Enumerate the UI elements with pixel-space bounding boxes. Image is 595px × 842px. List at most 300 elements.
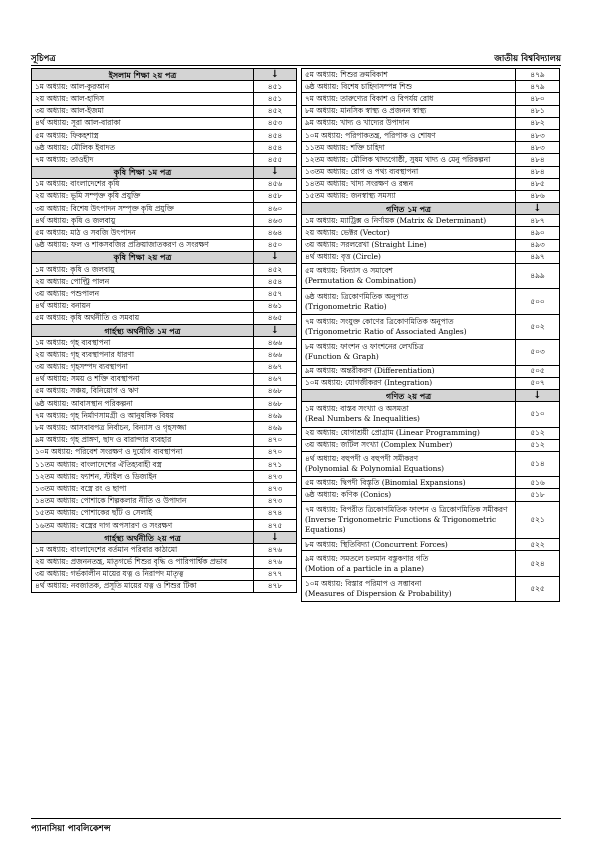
chapter-title-line: ৬ষ্ঠ অধ্যায়: কণিক (Conics) [305,490,392,500]
page-number: ৪৫১ [254,93,297,105]
toc-row [32,93,297,105]
chapter-title-line: ১৪তম অধ্যায়: পোশাকে শিল্পকলার নীতি ও উপাদান [35,496,187,506]
toc-row [32,337,297,349]
chapter-title-line: ৭ম অধ্যায়: বিপরীত ত্রিকোণমিতিক ফাংশন ও ত্রিকোণমিতিক সমীকরণ [305,504,508,514]
page-number: ৪৫২ [254,105,297,117]
chapter-title-line: ১ম অধ্যায়: গৃহ ব্যবস্থাপনা [35,337,111,347]
page-number: ৪৫৮ [254,190,297,202]
chapter-title [32,398,254,410]
toc-row [32,556,297,568]
toc-row [32,129,297,141]
page-number: ৫০২ [516,314,560,339]
page-number: ৪৮০ [516,93,560,105]
toc-row [302,154,560,166]
chapter-title [32,81,254,93]
chapter-title-line: ৬ষ্ঠ অধ্যায়: বিশেষ চাহিদাসম্পন্ন শিশু [305,81,413,91]
chapter-title [302,427,516,439]
page-number: ৪৬০ [254,203,297,215]
chapter-title-line: ১ম অধ্যায়: কৃষি ও জলবায়ু [35,264,115,274]
chapter-title [32,117,254,129]
page-number: ৫০৫ [516,365,560,377]
chapter-title-line: ১৩তম অধ্যায়: রোগ ও পথ্য ব্যবস্থাপনা [305,167,419,177]
page-number: ৪৬৯ [254,422,297,434]
chapter-title [32,361,254,373]
chapter-title-line: ১৩তম অধ্যায়: বস্ত্রে রং ও ছাপা [35,483,127,493]
toc-row [302,93,560,105]
page-number: ৪৫৪ [254,276,297,288]
chapter-title-line: ৪র্থ অধ্যায়: কৃষি ও জলবায়ু [35,215,116,225]
chapter-title-line: ৪র্থ অধ্যায়: নবজাতক, প্রসূতি মায়ের যত্ন ও শিশুর টিকা [35,581,197,591]
toc-right-column [301,68,560,602]
footer-divider [31,818,561,819]
page-header [31,52,561,66]
toc-right-table [302,69,560,602]
chapter-title-line: ১৫তম অধ্যায়: জনস্বাস্থ্য সমস্যা [305,191,396,201]
page-number: ৫০৩ [516,340,560,365]
chapter-title-line: ৯ম অধ্যায়: গৃহ প্রাঙ্গণ, ছাদ ও বারান্দার ব্যবহার [35,435,172,445]
page-number: ৪৫৫ [254,154,297,166]
chapter-title [302,93,516,105]
page-number: ৪৬৭ [254,361,297,373]
toc-row [32,239,297,251]
chapter-title-line: (Trigonometric Ratio) [305,301,387,311]
chapter-title-line: ৩য় অধ্যায়: গর্ভকালীন মায়ের যত্ন ও নিরাপদ মাতৃত্ব [35,569,184,579]
chapter-title-line: ১০ম অধ্যায়: পরিপাকতন্ত্র, পরিপাক ও শোষণ [305,130,436,140]
chapter-title [302,451,516,476]
chapter-title-line: (Trigonometric Ratio of Associated Angles) [305,326,467,336]
chapter-title-line: ৬ষ্ঠ অধ্যায়: ফল ও শাকসবজির প্রক্রিয়াজাতকরণ ও সংরক্ষণ [35,240,209,250]
toc-left-column [31,68,297,593]
toc-row [302,314,560,339]
header-right-title: জাতীয় বিশ্ববিদ্যালয় [494,54,561,64]
toc-row [302,340,560,365]
page-number: ৪৮১ [516,105,560,117]
chapter-title [302,251,516,263]
chapter-title [302,489,516,501]
chapter-title [32,495,254,507]
chapter-title-line: (Permutation & Combination) [305,276,417,286]
chapter-title [32,154,254,166]
page-number: ৪৭০ [254,446,297,458]
chapter-title [32,434,254,446]
chapter-title-line: ১১তম অধ্যায়: বাংলাদেশের ঐতিহ্যবাহী বস্ত্র [35,459,162,469]
chapter-title-line: ১ম অধ্যায়: বাংলাদেশের কৃষি [35,179,120,189]
chapter-title [32,471,254,483]
toc-row [32,422,297,434]
section-header-row [32,69,297,81]
chapter-title [302,551,516,576]
chapter-title-line: ৩য় অধ্যায়: জটিল সংখ্যা (Complex Number) [305,440,453,450]
page-number: ৫১৪ [516,451,560,476]
toc-row [302,539,560,551]
page-number: ৪৯৯ [516,264,560,289]
page-number: ৪৭৬ [254,556,297,568]
chapter-title-line: ৩য় অধ্যায়: সরলরেখা (Straight Line) [305,240,427,250]
down-arrow-icon: ↓ [254,69,297,81]
chapter-title [302,402,516,427]
chapter-title [32,312,254,324]
chapter-title [32,544,254,556]
chapter-title-line: ৯ম অধ্যায়: অন্তরীকরণ (Differentiation) [305,366,435,376]
toc-row [32,580,297,592]
page-number: ৫২২ [516,539,560,551]
chapter-title [302,365,516,377]
page-number: ৪৯০ [516,227,560,239]
page-number: ৪৬৮ [254,385,297,397]
page-number: ৪৫৪ [254,142,297,154]
page-number: ৪৮৩ [516,142,560,154]
header-divider [31,65,561,66]
toc-row [32,154,297,166]
chapter-title-line: ২য় অধ্যায়: প্রজননতন্ত্র, মাতৃগর্ভে শিশুর বৃদ্ধি ও পারিপার্শ্বিক প্রভাব [35,557,228,567]
page-number: ৪৫০ [254,239,297,251]
chapter-title-line: ১৪তম অধ্যায়: খাদ্য সংরক্ষণ ও রন্ধন [305,179,414,189]
chapter-title [302,289,516,314]
chapter-title-line: ১৬তম অধ্যায়: বস্ত্রের দাগ অপসারণ ও সংরক্ষণ [35,520,173,530]
toc-row [302,551,560,576]
page-number: ৪৫১ [254,81,297,93]
chapter-title [32,105,254,117]
chapter-title-line: ১৫তম অধ্যায়: পোশাকের ছাঁট ও সেলাই [35,508,153,518]
toc-row [32,361,297,373]
chapter-title [302,340,516,365]
chapter-title [32,580,254,592]
chapter-title-line: (Motion of a particle in a plane) [305,563,425,573]
chapter-title-line: ১১তম অধ্যায়: শক্তি চাহিদা [305,142,385,152]
chapter-title-line: ১০ম অধ্যায়: যোগজীকরণ (Integration) [305,378,433,388]
chapter-title-line: ৬ষ্ঠ অধ্যায়: ত্রিকোণমিতিক অনুপাত [305,291,409,301]
page-number: ৫১০ [516,402,560,427]
toc-row [32,227,297,239]
section-title: কৃষি শিক্ষা ২য় পত্র [32,251,254,263]
chapter-title [302,190,516,202]
toc-row [32,105,297,117]
toc-row [302,227,560,239]
page-number: ৪৭৬ [254,544,297,556]
chapter-title [32,373,254,385]
toc-row [32,264,297,276]
down-arrow-icon: ↓ [254,324,297,336]
chapter-title-line: ৪র্থ অধ্যায়: সময় ও শক্তি ব্যবস্থাপনা [35,374,140,384]
down-arrow-icon: ↓ [254,251,297,263]
toc-row [302,377,560,389]
section-header-row [32,166,297,178]
chapter-title-line: ৬ষ্ঠ অধ্যায়: মৌলিক ইবাদত [35,142,115,152]
page-number: ৪৮৬ [516,190,560,202]
page-number: ৪৫২ [254,264,297,276]
toc-row [302,365,560,377]
chapter-title-line: ৩য় অধ্যায়: গৃহসম্পদ ব্যবস্থাপনা [35,362,128,372]
chapter-title-line: ২য় অধ্যায়: পোল্ট্রি পালন [35,276,110,286]
section-header-row [32,532,297,544]
down-arrow-icon: ↓ [254,166,297,178]
chapter-title [302,227,516,239]
section-title: গার্হস্থ্য অর্থনীতি ২য় পত্র [32,532,254,544]
chapter-title [32,556,254,568]
chapter-title [32,385,254,397]
page-number: ৪৯৩ [516,239,560,251]
chapter-title [302,81,516,93]
chapter-title [32,190,254,202]
page-number: ৪৭৩ [254,495,297,507]
chapter-title [32,410,254,422]
chapter-title [302,129,516,141]
chapter-title [32,459,254,471]
page-number: ৫০৭ [516,377,560,389]
page-number: ৪৮২ [516,117,560,129]
chapter-title [32,507,254,519]
chapter-title-line: ২য় অধ্যায়: গৃহ ব্যবস্থাপনার ধারণা [35,349,134,359]
toc-row [302,289,560,314]
chapter-title [32,519,254,531]
page-number: ৫১৬ [516,477,560,489]
page-number: ৪৯৭ [516,251,560,263]
toc-row [302,489,560,501]
chapter-title [32,422,254,434]
chapter-title [302,377,516,389]
section-header-row [302,389,560,401]
toc-row [302,81,560,93]
chapter-title-line: ৩য় অধ্যায়: আল-ইজমা [35,106,104,116]
section-title: কৃষি শিক্ষা ১ম পত্র [32,166,254,178]
chapter-title [302,501,516,539]
chapter-title-line: ২য় অধ্যায়: ভেক্টর (Vector) [305,228,390,238]
toc-row [302,427,560,439]
chapter-title [302,576,516,601]
chapter-title-line: ৮ম অধ্যায়: মানসিক স্বাস্থ্য ও প্রজনন স্বাস্থ্য [305,106,427,116]
page-number: ৫২৪ [516,551,560,576]
chapter-title-line: ৩য় অধ্যায়: পশুপালন [35,288,99,298]
chapter-title-line: ৫ম অধ্যায়: সঞ্চয়, বিনিয়োগ ও ঋণ [35,386,139,396]
page-number: ৪৭৪ [254,507,297,519]
chapter-title-line: (Inverse Trigonometric Functions & Trigonometric [305,514,497,524]
toc-row [32,434,297,446]
chapter-title-line: ৬ষ্ঠ অধ্যায়: আবাসস্থান পরিকল্পনা [35,398,133,408]
page-number: ৫২৫ [516,576,560,601]
page-number: ৪৮৩ [516,129,560,141]
page-number: ৪৮৪ [516,154,560,166]
section-title: গার্হস্থ্য অর্থনীতি ১ম পত্র [32,324,254,336]
chapter-title-line: ১ম অধ্যায়: বাংলাদেশের বর্তমান পরিবার কাঠামো [35,544,178,554]
down-arrow-icon: ↓ [516,203,560,215]
toc-left-table [32,69,297,593]
toc-row [32,190,297,202]
chapter-title [32,349,254,361]
chapter-title-line: ৫ম অধ্যায়: কৃষি অর্থনীতি ও সমবায় [35,313,140,323]
page-number: ৫১২ [516,439,560,451]
toc-row [32,81,297,93]
page-number: ৪৬১ [254,300,297,312]
chapter-title [32,178,254,190]
chapter-title [32,568,254,580]
chapter-title-line: ৮ম অধ্যায়: আসবাবপত্র নির্বাচন, বিন্যাস ও গৃহসজ্জা [35,423,187,433]
page-number: ৫২১ [516,501,560,539]
chapter-title-line: ৫ম অধ্যায়: শিশুর ক্রমবিকাশ [305,69,388,79]
toc-row [32,385,297,397]
page-number: ৪৮৭ [516,215,560,227]
toc-row [302,501,560,539]
chapter-title-line: ৪র্থ অধ্যায়: বৃত্ত (Circle) [305,252,381,262]
toc-row [302,117,560,129]
toc-row [32,495,297,507]
chapter-title [302,178,516,190]
chapter-title-line: ১ম অধ্যায়: বাস্তব সংখ্যা ও অসমতা [305,404,409,414]
chapter-title-line: ৯ম অধ্যায়: সমতলে চলমান বস্তুকণার গতি [305,553,429,563]
section-header-row [32,251,297,263]
chapter-title [32,129,254,141]
page-number: ৪৭৩ [254,471,297,483]
toc-row [32,483,297,495]
chapter-title-line: ১২তম অধ্যায়: ফ্যাশন, স্টাইল ও ডিজাইন [35,471,157,481]
chapter-title [32,93,254,105]
toc-row [302,451,560,476]
chapter-title-line: ৭ম অধ্যায়: তারুণ্যের বিকাশ ও বিপর্যয় রোধ [305,93,434,103]
toc-row [32,398,297,410]
toc-row [302,251,560,263]
page-number: ৫১৮ [516,489,560,501]
chapter-title [32,227,254,239]
page-number: ৪৭০ [254,434,297,446]
chapter-title-line: ৪র্থ অধ্যায়: বহুপদী ও বহুপদী সমীকরণ [305,454,418,464]
page-number: ৪৭১ [254,459,297,471]
toc-row [302,402,560,427]
chapter-title [32,276,254,288]
toc-row [302,142,560,154]
chapter-title-line: ২য় অধ্যায়: যোগাশ্রয়ী প্রোগ্রাম (Linear Programming) [305,428,480,438]
toc-row [32,471,297,483]
chapter-title [302,166,516,178]
toc-row [32,300,297,312]
chapter-title-line: ৫ম অধ্যায়: ফিকহশাস্ত্র [35,130,99,140]
toc-row [32,410,297,422]
chapter-title [32,239,254,251]
chapter-title [32,288,254,300]
page-number: ৪৬৭ [254,373,297,385]
page-number: ৪৬৪ [254,227,297,239]
page-number: ৪৬৯ [254,410,297,422]
toc-row [32,446,297,458]
chapter-title [32,446,254,458]
page-number: ৪৭৭ [254,568,297,580]
toc-row [32,203,297,215]
toc-row [32,276,297,288]
page-number: ৫০০ [516,289,560,314]
toc-row [302,264,560,289]
chapter-title [302,477,516,489]
chapter-title-line: ২য় অধ্যায়: আল-হাদিস [35,93,105,103]
page-number: ৪৬৬ [254,349,297,361]
toc-row [302,190,560,202]
toc-row [302,178,560,190]
chapter-title [302,539,516,551]
down-arrow-icon: ↓ [254,532,297,544]
page-number: ৪৫৩ [254,117,297,129]
chapter-title-line: ১ম অধ্যায়: আল-কুরআন [35,81,110,91]
chapter-title-line: ৫ম অধ্যায়: বিন্যাস ও সমাবেশ [305,266,393,276]
toc-row [302,239,560,251]
page-number: ৪৫৭ [254,288,297,300]
toc-row [302,439,560,451]
section-header-row [32,324,297,336]
page-number: ৪৮৫ [516,178,560,190]
chapter-title [32,300,254,312]
chapter-title-line: (Function & Graph) [305,352,379,362]
chapter-title [302,314,516,339]
chapter-title [302,69,516,81]
chapter-title [302,264,516,289]
chapter-title-line: ৪র্থ অধ্যায়: সূরা আল-বারাকা [35,118,121,128]
page-number: ৪৭৩ [254,483,297,495]
toc-row [32,459,297,471]
toc-row [302,69,560,81]
toc-row [32,215,297,227]
page-number: ৪৬৮ [254,398,297,410]
section-title: গণিত ১ম পত্র [302,203,516,215]
toc-row [302,166,560,178]
chapter-title-line: (Measures of Dispersion & Probability) [305,589,452,599]
toc-row [302,576,560,601]
toc-row [32,544,297,556]
toc-row [302,477,560,489]
toc-row [302,129,560,141]
header-left-title: সূচিপত্র [31,54,56,64]
toc-row [32,178,297,190]
page-number: ৪৭৮ [254,580,297,592]
chapter-title-line: ১২তম অধ্যায়: মৌলিক খাদ্যগোষ্ঠী, সুষম খাদ্য ও মেনু পরিকল্পনা [305,154,491,164]
toc-row [32,117,297,129]
chapter-title [302,142,516,154]
chapter-title-line: (Polynomial & Polynomial Equations) [305,464,445,474]
chapter-title-line: ১০ম অধ্যায়: বিস্তার পরিমাপ ও সম্ভাবনা [305,579,422,589]
toc-row [32,288,297,300]
chapter-title-line: ৫ম অধ্যায়: দ্বিপদী বিস্তৃতি (Binomial Expansions) [305,477,466,487]
page-number: ৫১২ [516,427,560,439]
toc-row [302,215,560,227]
chapter-title-line: ৯ম অধ্যায়: খাদ্য ও খাদ্যের উপাদান [305,118,410,128]
page-number: ৪৬৫ [254,312,297,324]
toc-row [32,349,297,361]
toc-row [32,568,297,580]
page-number: ৪৮৪ [516,166,560,178]
chapter-title [32,337,254,349]
page-number: ৪৫৪ [254,129,297,141]
toc-row [302,105,560,117]
section-header-row [302,203,560,215]
chapter-title [302,239,516,251]
chapter-title [302,117,516,129]
page-number: ৪৭৫ [254,519,297,531]
chapter-title [32,215,254,227]
chapter-title [32,203,254,215]
down-arrow-icon: ↓ [516,389,560,401]
section-title: গণিত ২য় পত্র [302,389,516,401]
chapter-title-line: (Real Numbers & Inequalities) [305,414,420,424]
page-number: ৪৬৩ [254,215,297,227]
page-number: ৪৫৬ [254,178,297,190]
chapter-title [302,215,516,227]
page-number: ৪৭৯ [516,69,560,81]
page-number: ৪৬৬ [254,337,297,349]
chapter-title-line: ৪র্থ অধ্যায়: বনায়ন [35,301,91,311]
chapter-title-line: ৭ম অধ্যায়: গৃহ নির্মাণসামগ্রী ও আনুষঙ্গিক বিষয় [35,410,174,420]
footer-publisher: প্যানাসিয়া পাবলিকেশন্স [31,824,111,834]
toc-row [32,519,297,531]
toc-row [32,312,297,324]
chapter-title-line: ৮ম অধ্যায়: ফাংশন ও ফাংশনের লেখচিত্র [305,342,424,352]
chapter-title-line: ৫ম অধ্যায়: মাঠ ও সবজি উৎপাদন [35,228,136,238]
chapter-title-line: ৩য় অধ্যায়: বিশেষ উৎপাদন সম্পৃক্ত কৃষি প্রযুক্তি [35,203,174,213]
chapter-title [32,483,254,495]
